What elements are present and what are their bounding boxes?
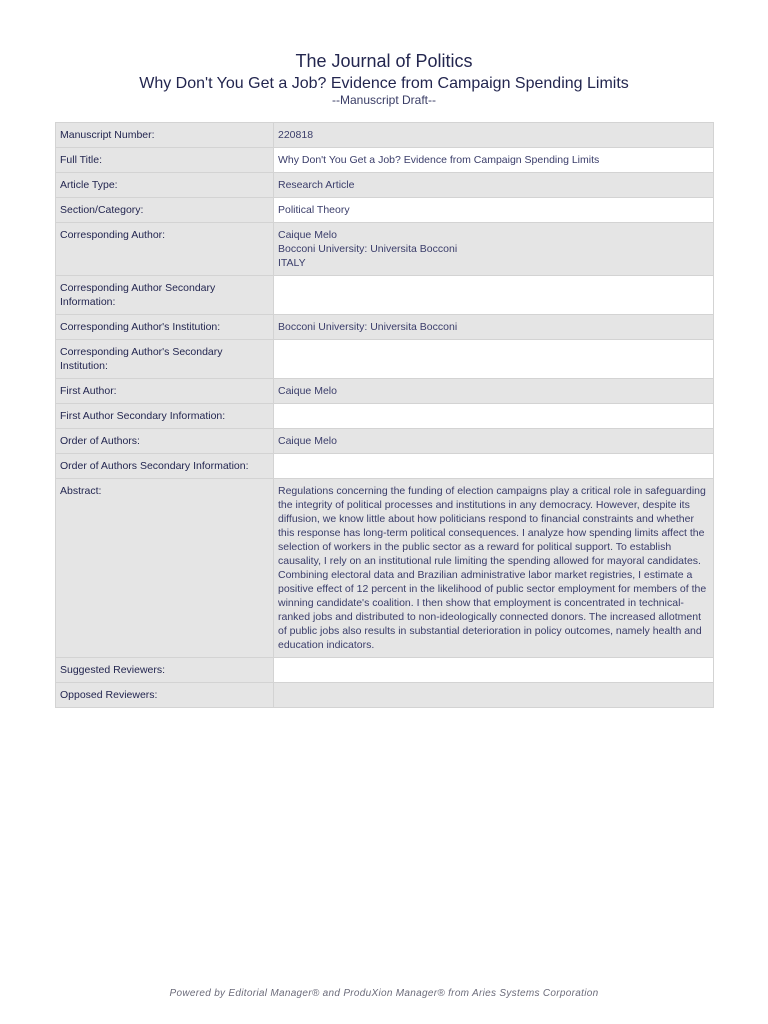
author-country: ITALY — [278, 257, 306, 269]
draft-label: --Manuscript Draft-- — [331, 93, 436, 107]
row-manuscript-number — [56, 123, 714, 148]
field-value — [274, 223, 714, 276]
journal-name: The Journal of Politics — [295, 51, 473, 71]
field-value: Caique Melo — [274, 429, 714, 454]
field-label: Corresponding Author's Secondary Institution: — [56, 340, 274, 379]
row-corr-author-institution — [56, 315, 714, 340]
row-full-title — [56, 148, 714, 173]
author-affiliation: Bocconi University: Universita Bocconi — [278, 243, 458, 255]
field-value: Bocconi University: Universita Bocconi — [274, 315, 714, 340]
field-value — [274, 683, 714, 708]
field-value: Why Don't You Get a Job? Evidence from Campaign Spending Limits — [274, 148, 714, 173]
row-opposed-reviewers — [56, 683, 714, 708]
field-label: Opposed Reviewers: — [56, 683, 274, 708]
manuscript-title: Why Don't You Get a Job? Evidence from Campaign Spending Limits — [139, 75, 629, 92]
row-section-category — [56, 198, 714, 223]
abstract-text: Regulations concerning the funding of election campaigns play a critical role in safeguarding the integrity of political processes and institutions in any democracy. However, despite its diffusion, we know little about how politicians respond to financial constraints and whether this response has long-term political consequences. I analyze how spending limits affect the selection of workers in the public sector as a reward for political support. To establish causality, I rely on an institutional rule limiting the spending allowed for mayoral candidates. Combining electoral data and Brazilian administrative labor market registries, I estimate a positive effect of 12 percent in the likelihood of public sector employment for members of the winning candidate's coalition. I then show that employment is concentrated in technical-ranked jobs and distributed to non-ideologically connected donors. The increased allotment of public jobs also results in substantial deterioration in policy outcomes, namely health and education indicators. — [274, 479, 714, 658]
field-value — [274, 340, 714, 379]
field-label: Corresponding Author: — [56, 223, 274, 276]
row-corr-author-secondary-info — [56, 276, 714, 315]
field-value: Research Article — [274, 173, 714, 198]
field-value — [274, 454, 714, 479]
row-corresponding-author — [56, 223, 714, 276]
row-suggested-reviewers — [56, 658, 714, 683]
row-order-of-authors-secondary-info — [56, 454, 714, 479]
row-article-type — [56, 173, 714, 198]
field-label: Manuscript Number: — [56, 123, 274, 148]
field-value: Caique Melo — [274, 379, 714, 404]
field-label: Order of Authors Secondary Information: — [56, 454, 274, 479]
field-label: Section/Category: — [56, 198, 274, 223]
field-value — [274, 658, 714, 683]
field-label: First Author Secondary Information: — [56, 404, 274, 429]
field-label: Abstract: — [56, 479, 274, 658]
field-label: Suggested Reviewers: — [56, 658, 274, 683]
row-first-author — [56, 379, 714, 404]
field-value — [274, 404, 714, 429]
field-label: Corresponding Author Secondary Information: — [56, 276, 274, 315]
field-value: Political Theory — [274, 198, 714, 223]
row-first-author-secondary-info — [56, 404, 714, 429]
row-corr-author-secondary-institution — [56, 340, 714, 379]
row-order-of-authors — [56, 429, 714, 454]
author-name: Caique Melo — [278, 229, 337, 241]
field-label: Corresponding Author's Institution: — [56, 315, 274, 340]
document-header — [0, 50, 768, 107]
field-value: 220818 — [274, 123, 714, 148]
field-label: Order of Authors: — [56, 429, 274, 454]
field-value — [274, 276, 714, 315]
powered-by-footer: Powered by Editorial Manager® and ProduXion Manager® from Aries Systems Corporation — [169, 988, 599, 999]
field-label: Full Title: — [56, 148, 274, 173]
field-label: First Author: — [56, 379, 274, 404]
field-label: Article Type: — [56, 173, 274, 198]
row-abstract — [56, 479, 714, 658]
manuscript-info-table — [55, 122, 714, 708]
